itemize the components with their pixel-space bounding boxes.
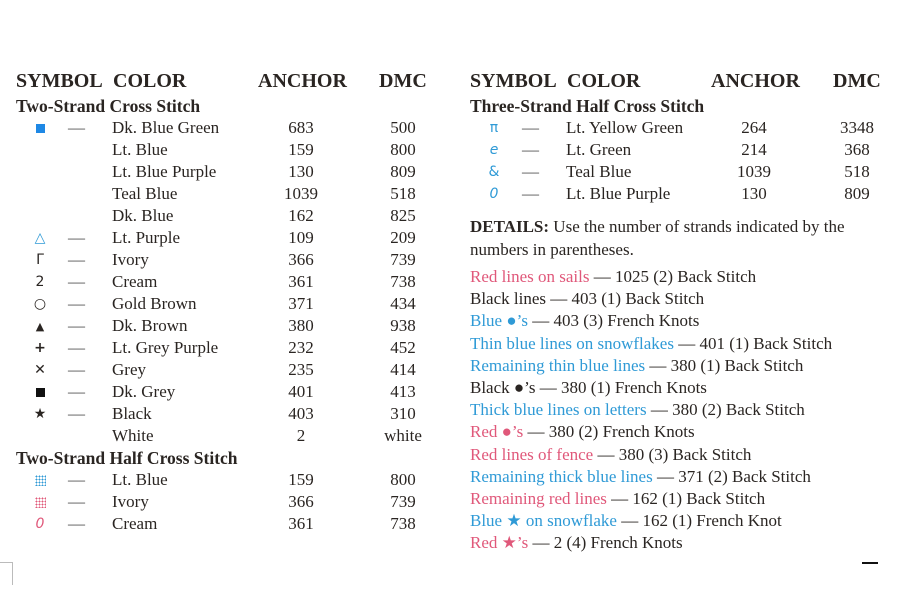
symbol-cell (30, 271, 50, 293)
dmc-number: 825 (390, 206, 416, 225)
section-title: Two-Strand Cross Stitch (16, 96, 201, 116)
details-paragraph (470, 215, 890, 261)
dmc-number: 414 (390, 360, 416, 379)
symbol-cell (30, 293, 50, 315)
e-icon: e (489, 142, 499, 158)
paperclip-icon: 0 (489, 186, 499, 202)
detail-thread: — 2 (4) French Knots (528, 533, 683, 553)
legend-row (16, 249, 436, 271)
dash: — (522, 162, 539, 181)
color-name: Cream (112, 514, 158, 533)
color-name: Teal Blue (112, 184, 178, 203)
legend-row (470, 161, 890, 183)
color-name: Dk. Brown (112, 316, 188, 335)
symbol-cell (484, 161, 504, 183)
symbol-cell (30, 381, 50, 403)
dmc-number: 434 (390, 294, 416, 313)
paperclip-icon: 0 (35, 516, 45, 532)
dash: — (522, 140, 539, 159)
checker-icon (35, 497, 46, 508)
anchor-number: 130 (741, 184, 767, 203)
legend-row (16, 293, 436, 315)
anchor-number: 214 (741, 140, 767, 159)
legend-row (16, 337, 436, 359)
crop-mark (0, 562, 13, 585)
dash: — (68, 360, 85, 379)
dash-mark (862, 562, 878, 564)
detail-description: Remaining thick blue lines (470, 466, 653, 486)
right-section (470, 95, 890, 205)
left-legend (16, 68, 436, 535)
dash: — (68, 338, 85, 357)
legend-row (470, 139, 890, 161)
detail-line (470, 421, 890, 443)
legend-row (16, 513, 436, 535)
detail-description: Red ★’s (470, 533, 529, 553)
legend-row (16, 359, 436, 381)
legend-row (16, 425, 436, 447)
dash: — (68, 250, 85, 269)
anchor-number: 366 (288, 492, 314, 511)
circle-outline-icon: ○ (33, 296, 47, 312)
dmc-number: 310 (390, 404, 416, 423)
dmc-number: 739 (390, 492, 416, 511)
detail-line (470, 333, 890, 355)
detail-description: Blue ●’s (470, 311, 528, 331)
symbol-cell (30, 491, 50, 513)
color-name: Ivory (112, 250, 149, 269)
detail-line (470, 488, 890, 510)
detail-line (470, 288, 890, 310)
color-name: Teal Blue (566, 162, 632, 181)
anchor-number: 401 (288, 382, 314, 401)
detail-thread: — 380 (1) French Knots (535, 377, 707, 397)
header-dmc: DMC (379, 70, 427, 92)
filled-square-icon (36, 124, 45, 133)
color-name: Lt. Green (566, 140, 632, 159)
detail-line (470, 466, 890, 488)
right-header-row (470, 68, 890, 95)
anchor-number: 371 (288, 294, 314, 313)
dmc-number: 452 (390, 338, 416, 357)
dmc-number: 209 (390, 228, 416, 247)
anchor-number: 683 (288, 118, 314, 137)
legend-row (16, 183, 436, 205)
details-text: Use the number of strands indicated by the numbers in parentheses. (470, 217, 845, 259)
legend-row (16, 205, 436, 227)
detail-description: Remaining thin blue lines (470, 355, 646, 375)
anchor-number: 162 (288, 206, 314, 225)
dmc-number: 800 (390, 470, 416, 489)
detail-description: Thick blue lines on letters (470, 400, 647, 420)
anchor-number: 2 (296, 426, 306, 445)
color-name: Lt. Blue (112, 140, 168, 159)
detail-thread: — 1025 (2) Back Stitch (589, 267, 757, 286)
header-color: COLOR (567, 70, 641, 92)
dash: — (68, 404, 85, 423)
filled-square-icon (36, 388, 45, 397)
color-name: Dk. Grey (112, 382, 176, 401)
anchor-number: 235 (288, 360, 314, 379)
symbol-cell (30, 249, 50, 271)
details-lines (470, 266, 890, 554)
color-name: Lt. Blue (112, 470, 168, 489)
detail-line (470, 377, 890, 399)
header-color: COLOR (113, 70, 187, 92)
color-name: Black (112, 404, 152, 423)
dmc-number: 938 (390, 316, 416, 335)
detail-line (470, 399, 890, 421)
anchor-number: 159 (288, 140, 314, 159)
dmc-number: 739 (390, 250, 416, 269)
cross-icon: ✕ (34, 362, 46, 378)
color-name: Dk. Blue (112, 206, 174, 225)
dash: — (68, 272, 85, 291)
legend-row (470, 117, 890, 139)
symbol-cell (30, 315, 50, 338)
detail-description: Red lines of fence (470, 444, 594, 464)
details-label: DETAILS: (470, 217, 550, 236)
dmc-number: 738 (390, 514, 416, 533)
detail-thread: — 162 (1) Back Stitch (606, 488, 766, 508)
dash: — (68, 294, 85, 313)
anchor-number: 109 (288, 228, 314, 247)
dmc-number: 518 (844, 162, 870, 181)
color-name: Lt. Purple (112, 228, 180, 247)
header-anchor: ANCHOR (711, 70, 800, 92)
detail-line (470, 310, 890, 332)
gamma-icon: Γ (36, 252, 44, 268)
color-name: White (112, 426, 154, 445)
header-symbol: SYMBOL (470, 70, 557, 92)
detail-thread: — 162 (1) French Knot (616, 511, 782, 531)
dash: — (522, 184, 539, 203)
left-sections (16, 95, 436, 535)
plus-icon: + (34, 340, 46, 356)
two-icon: 2 (35, 274, 45, 290)
anchor-number: 264 (741, 118, 767, 137)
symbol-cell (30, 117, 50, 139)
detail-description: Thin blue lines on snowflakes (470, 333, 674, 353)
legend-row (16, 139, 436, 161)
detail-line (470, 510, 890, 532)
section-title: Two-Strand Half Cross Stitch (16, 448, 238, 468)
detail-line (470, 444, 890, 466)
anchor-number: 1039 (284, 184, 318, 203)
detail-line (470, 532, 890, 554)
header-dmc: DMC (833, 70, 881, 92)
header-anchor: ANCHOR (258, 70, 347, 92)
ampersand-icon: & (488, 164, 500, 180)
legend-row (16, 271, 436, 293)
detail-description: Red ●’s (470, 422, 524, 442)
color-name: Lt. Blue Purple (112, 162, 217, 181)
anchor-number: 232 (288, 338, 314, 357)
star-icon: ★ (33, 406, 47, 422)
legend-row (16, 491, 436, 513)
legend-row (16, 403, 436, 425)
symbol-cell (484, 117, 504, 139)
detail-description: Blue ★ on snowflake (470, 511, 617, 531)
dash: — (68, 492, 85, 511)
dmc-number: 500 (390, 118, 416, 137)
anchor-number: 361 (288, 514, 314, 533)
symbol-cell (30, 359, 50, 381)
detail-line (470, 355, 890, 377)
anchor-number: 159 (288, 470, 314, 489)
detail-description: Black ●’s (470, 377, 536, 397)
dmc-number: 3348 (840, 118, 874, 137)
detail-thread: — 403 (1) Back Stitch (546, 289, 705, 309)
anchor-number: 380 (288, 316, 314, 335)
color-name: Lt. Blue Purple (566, 184, 671, 203)
color-name: Dk. Blue Green (112, 118, 220, 137)
symbol-cell (30, 227, 50, 249)
left-header-row (16, 68, 436, 95)
anchor-number: 1039 (737, 162, 771, 181)
detail-thread: — 380 (1) Back Stitch (645, 355, 804, 375)
detail-description: Black lines (470, 289, 547, 309)
detail-thread: — 401 (1) Back Stitch (673, 333, 833, 353)
dmc-number: 413 (390, 382, 416, 401)
dmc-number: 368 (844, 140, 870, 159)
anchor-number: 130 (288, 162, 314, 181)
detail-description: Remaining red lines (470, 488, 607, 508)
triangle-filled-icon: ▲ (35, 320, 45, 333)
symbol-cell (30, 469, 50, 491)
symbol-cell (30, 403, 50, 425)
legend-row (16, 469, 436, 491)
dmc-number: 800 (390, 140, 416, 159)
legend-row (16, 227, 436, 249)
color-name: Lt. Yellow Green (566, 118, 684, 137)
checker-icon (35, 475, 46, 486)
color-name: Grey (112, 360, 146, 379)
anchor-number: 403 (288, 404, 314, 423)
symbol-cell (30, 513, 50, 535)
anchor-number: 366 (288, 250, 314, 269)
detail-thread: — 380 (2) French Knots (523, 422, 695, 442)
color-name: Ivory (112, 492, 149, 511)
dash: — (68, 316, 85, 335)
header-symbol: SYMBOL (16, 70, 103, 92)
color-name: Cream (112, 272, 158, 291)
section-title: Three-Strand Half Cross Stitch (470, 96, 705, 116)
detail-line (470, 266, 890, 288)
dmc-number: 809 (844, 184, 870, 203)
legend-row (16, 381, 436, 403)
anchor-number: 361 (288, 272, 314, 291)
legend-row (16, 117, 436, 139)
dmc-number: 738 (390, 272, 416, 291)
dash: — (522, 118, 539, 137)
dmc-number: 518 (390, 184, 416, 203)
detail-description: Red lines on sails (470, 267, 590, 286)
right-legend (470, 68, 890, 554)
dmc-number: white (384, 426, 422, 445)
symbol-cell (484, 139, 504, 161)
detail-thread: — 371 (2) Back Stitch (652, 466, 811, 486)
legend-row (470, 183, 890, 205)
color-name: Lt. Grey Purple (112, 338, 219, 357)
dmc-number: 809 (390, 162, 416, 181)
dash: — (68, 514, 85, 533)
legend-row (16, 315, 436, 337)
dash: — (68, 228, 85, 247)
detail-thread: — 403 (3) French Knots (527, 311, 700, 331)
symbol-cell (484, 183, 504, 205)
pi-icon: π (489, 120, 499, 136)
legend-row (16, 161, 436, 183)
dash: — (68, 382, 85, 401)
dash: — (68, 118, 85, 137)
color-name: Gold Brown (112, 294, 197, 313)
detail-thread: — 380 (2) Back Stitch (646, 400, 805, 420)
symbol-cell (30, 337, 50, 359)
triangle-outline-icon: △ (34, 230, 46, 246)
dash: — (68, 470, 85, 489)
detail-thread: — 380 (3) Back Stitch (593, 444, 752, 464)
